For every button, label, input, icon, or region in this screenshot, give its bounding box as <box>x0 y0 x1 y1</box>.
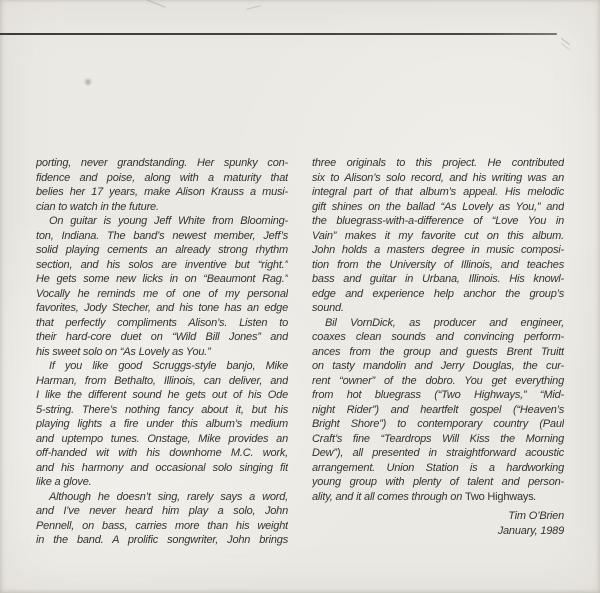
text-line: fidence and poise, along with a maturity that <box>36 171 288 184</box>
text-line: ton, Indiana. The band’s newest member, Jeff’s <box>36 229 288 242</box>
text-line: six to Alison’s solo record, and his writing was an <box>312 171 564 184</box>
text-line: John holds a masters degree in music composi- <box>312 244 564 256</box>
text-line: playing lights a fire under this album’s medium <box>36 418 288 430</box>
text-line: On guitar is young Jeff White from Blooming- <box>49 215 288 227</box>
text-line: Harman, from Bethalto, Illinois, can deliver, and <box>36 374 288 387</box>
text-line: I like the different sound he gets out of his Ode <box>36 389 288 401</box>
signature-name: Tim O’Brien <box>508 510 564 522</box>
text-line: porting, never grandstanding. Her spunky con- <box>36 157 288 169</box>
text-line: section, and his solos are inventive but “right.” <box>36 258 288 271</box>
text-line: and I’ve never heard him play a solo, John <box>36 505 288 517</box>
text-line: Although he doesn’t sing, rarely says a word, <box>49 490 288 503</box>
text-line: night Rider”) and heartfelt gospel (“Heaven’s <box>312 403 564 416</box>
text-line: If you like good Scruggs-style banjo, Mike <box>49 360 288 372</box>
text-line: Pennell, on bass, carries more than his weight <box>36 519 288 532</box>
liner-notes-text <box>36 156 564 548</box>
top-rule-line <box>0 33 557 35</box>
text-line: his sweet solo on “As Lovely as You.” <box>36 345 211 358</box>
text-line: in the band. A prolific songwriter, John brings <box>36 534 288 546</box>
text-line: belies her 17 years, make Alison Krauss a musi- <box>36 186 288 198</box>
text-line: He gets some new licks in on “Beaumont Rag.” <box>36 273 288 285</box>
text-line: like a glove. <box>36 476 92 488</box>
text-line: the bluegrass-with-a-difference of “Love You in <box>312 215 564 227</box>
text-line: integral part of that album’s appeal. His melodic <box>312 186 564 198</box>
text-line: and uptempo tunes. Onstage, Mike provides an <box>36 432 288 445</box>
text-line: gift shines on the ballad “As Lovely as You,” and <box>312 200 564 213</box>
text-line: Bil VornDick, as producer and engineer, <box>325 316 564 329</box>
text-line: solid playing cements an already strong rhythm <box>36 244 288 256</box>
text-line: coaxes clean sounds and convincing perform- <box>312 331 564 343</box>
scan-smudge <box>83 77 93 87</box>
text-line: sound. <box>312 302 344 314</box>
signature-block <box>312 509 564 538</box>
text-line: Bright Shore”) to contemporary country (Paul <box>312 418 564 430</box>
text-line: their hard-core duet on “Wild Bill Jones” and <box>36 331 288 343</box>
text-line: young group with plenty of talent and person- <box>312 476 564 488</box>
scan-smudge <box>561 38 570 46</box>
text-line: on tasty mandolin and Jerry Douglas, the cur- <box>312 360 564 372</box>
text-line: cian to watch in the future. <box>36 200 159 213</box>
text-line: Vain” makes it my favorite cut on this album. <box>312 229 564 242</box>
text-column-right <box>312 156 564 548</box>
text-line: ances from the group and guests Brent Truitt <box>312 345 564 358</box>
text-line: Vocally he reminds me of one of my personal <box>36 287 288 300</box>
text-line: three originals to this project. He contributed <box>312 157 564 169</box>
pencil-smudge <box>246 5 261 10</box>
text-line: Dew”), all presented in straightforward acoustic <box>312 447 564 459</box>
text-line: favorites, Jody Stecher, and his tone has an edge <box>36 302 288 314</box>
album-title-roman: Two Highways <box>465 490 534 503</box>
text-line: ality, and it all comes through on Two Highways. <box>312 490 537 503</box>
text-line: edge and experience help anchor the group’s <box>312 287 564 300</box>
text-line: that perfectly compliments Alison’s. Listen to <box>36 316 288 329</box>
text-line: from hot bluegrass (“Two Highways,” “Mid- <box>312 389 564 401</box>
text-line: off-handed wit with his downhome M.C. work, <box>36 447 288 459</box>
signature-date: January, 1989 <box>497 524 564 537</box>
text-line: and his harmony and occasional solo singing fit <box>36 461 288 474</box>
pencil-smudge <box>147 0 166 8</box>
text-line: rent “owner” of the dobro. You get everything <box>312 374 564 387</box>
text-line: tion from the University of Illinois, and teaches <box>312 258 564 271</box>
text-line: bass and guitar in Urbana, Illinois. His knowl- <box>312 273 564 285</box>
text-line: arrangement. Union Station is a hardworking <box>312 461 564 474</box>
text-column-left <box>36 156 288 548</box>
text-line: 5-string. There’s nothing fancy about it, but his <box>36 403 288 416</box>
text-line: Craft’s fine “Teardrops Will Kiss the Morning <box>312 432 564 445</box>
